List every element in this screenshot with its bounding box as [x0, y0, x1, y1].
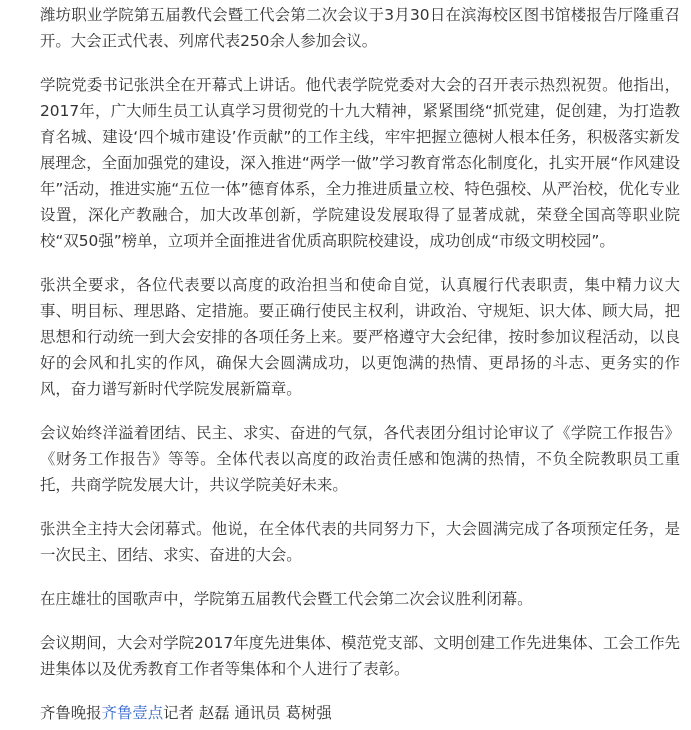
byline-reporters: 记者 赵磊 通讯员 葛树强: [163, 704, 332, 722]
paragraph-3: 张洪全要求，各位代表要以高度的政治担当和使命自觉，认真履行代表职责，集中精力议大事、明目标、理思路、定措施。要正确行使民主权利，讲政治、守规矩、识大体、顾大局，把思想和行动统一到大会安排的各项任务上来。要严格遵守大会纪律，按时参加议程活动，以良好的会风和扎实的作风，确保大会圆满成功，以更饱满的热情、更昂扬的斗志、更务实的作风，奋力谱写新时代学院发展新篇章。: [40, 276, 680, 398]
article-body: [40, 2, 680, 726]
paragraph-2: 学院党委书记张洪全在开幕式上讲话。他代表学院党委对大会的召开表示热烈祝贺。他指出，2017年，广大师生员工认真学习贯彻党的十九大精神，紧紧围绕“抓党建，促创建，为打造教育名城、建设‘四个城市建设’作贡献”的工作主线，牢牢把握立德树人根本任务，积极落实新发展理念，全面加强党的建设，深入推进“两学一做”学习教育常态化制度化，扎实开展“作风建设年”活动，推进实施“五位一体”德育体系，全力推进质量立校、特色强校、从严治校，优化专业设置，深化产教融合，加大改革创新，学院建设发展取得了显著成就，荣登全国高等职业院校“双50强”榜单，立项并全面推进省优质高职院校建设，成功创成“市级文明校园”。: [40, 76, 680, 250]
qilu-yidian-link[interactable]: 齐鲁壹点: [101, 704, 164, 722]
paragraph-1: 潍坊职业学院第五届教代会暨工代会第二次会议于3月30日在滨海校区图书馆楼报告厅隆重召开。大会正式代表、列席代表250余人参加会议。: [40, 6, 680, 50]
paragraph-7: 会议期间，大会对学院2017年度先进集体、模范党支部、文明创建工作先进集体、工会工作先进集体以及优秀教育工作者等集体和个人进行了表彰。: [40, 634, 680, 678]
paragraph-4: 会议始终洋溢着团结、民主、求实、奋进的气氛，各代表团分组讨论审议了《学院工作报告》《财务工作报告》等等。全体代表以高度的政治责任感和饱满的热情，不负全院教职员工重托，共商学院发展大计，共议学院美好未来。: [40, 424, 680, 494]
paragraph-6: 在庄雄壮的国歌声中，学院第五届教代会暨工代会第二次会议胜利闭幕。: [40, 590, 533, 608]
byline-prefix: 齐鲁晚报: [40, 704, 102, 722]
paragraph-5: 张洪全主持大会闭幕式。他说，在全体代表的共同努力下，大会圆满完成了各项预定任务，是一次民主、团结、求实、奋进的大会。: [40, 520, 680, 564]
byline: [40, 700, 680, 726]
